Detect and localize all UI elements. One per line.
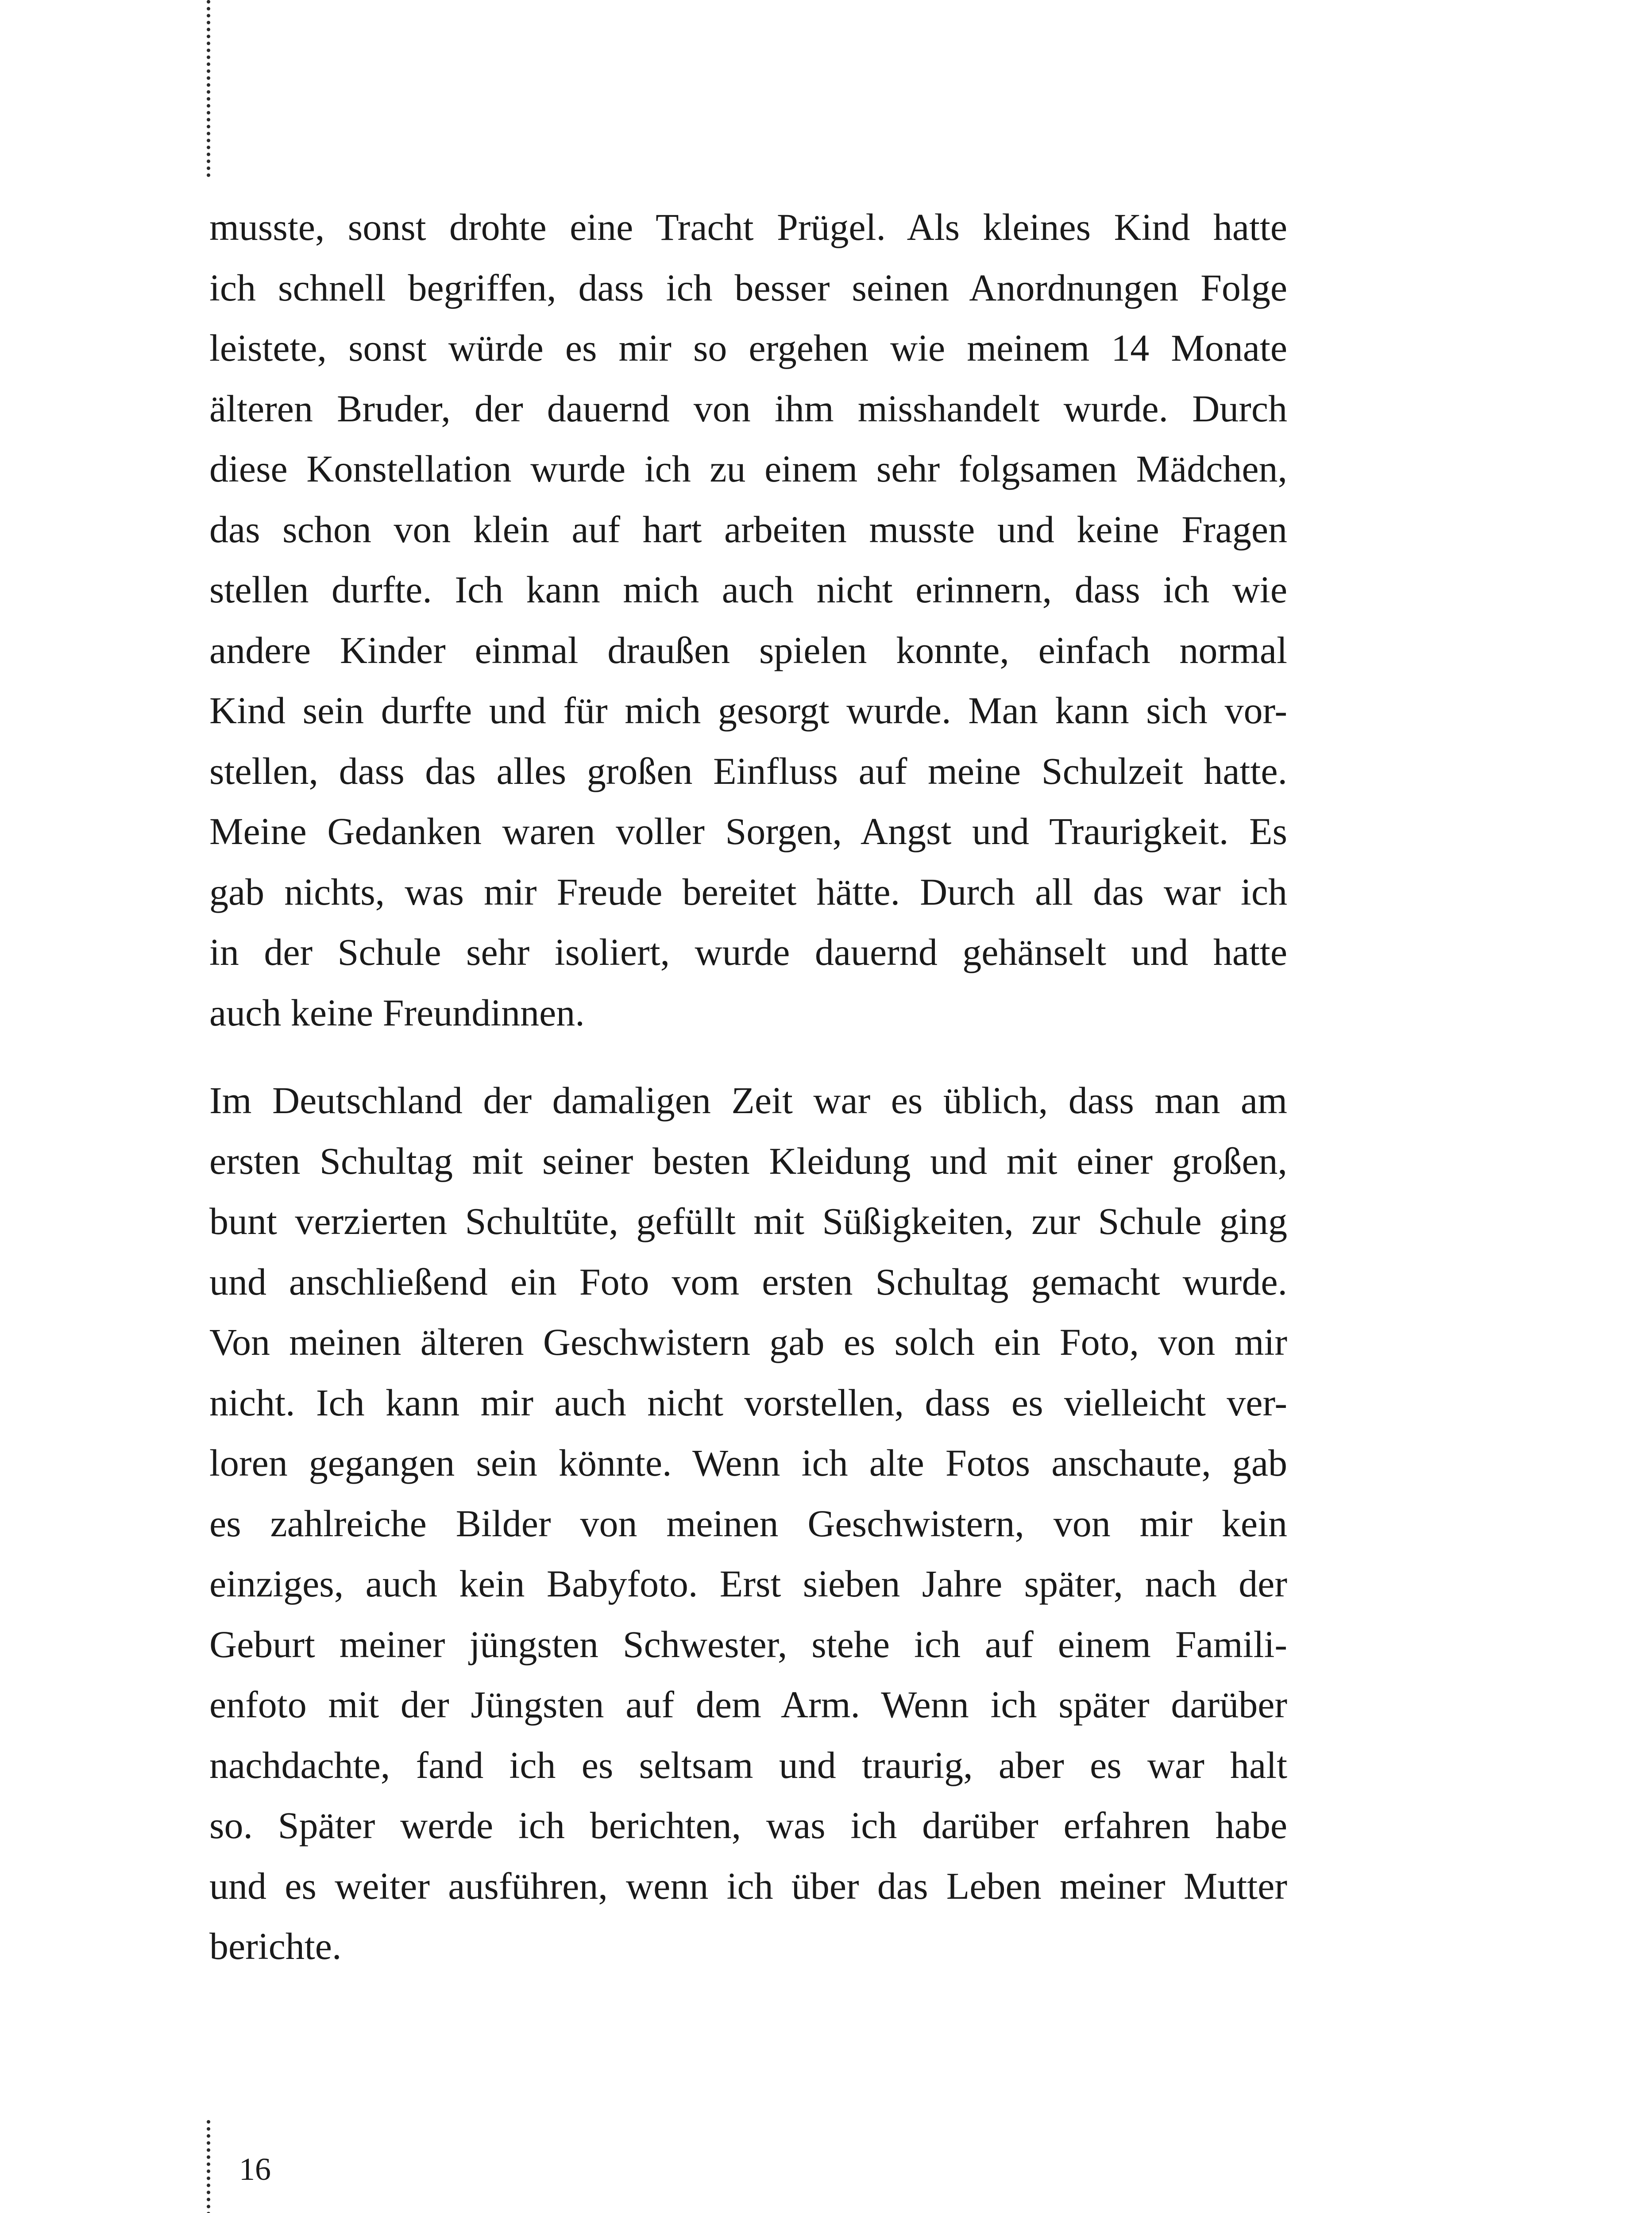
text-line: bunt verzierten Schultüte, gefüllt mit Süßigkeiten, zur Schule ging — [209, 1200, 1287, 1242]
text-line: Im Deutschland der damaligen Zeit war es üblich, dass man am — [209, 1079, 1287, 1122]
text-line: loren gegangen sein könnte. Wenn ich alte Fotos anschaute, gab — [209, 1442, 1287, 1484]
text-line: berichte. — [209, 1925, 342, 1967]
text-line: Meine Gedanken waren voller Sorgen, Angst und Traurigkeit. Es — [209, 810, 1287, 852]
text-line: in der Schule sehr isoliert, wurde dauernd gehänselt und hatte — [209, 931, 1287, 973]
paragraph-spacer — [209, 1043, 1287, 1070]
text-line: einziges, auch kein Babyfoto. Erst sieben Jahre später, nach der — [209, 1562, 1287, 1605]
text-line: so. Später werde ich berichten, was ich darüber erfahren habe — [209, 1804, 1287, 1847]
text-line: andere Kinder einmal draußen spielen konnte, einfach normal — [209, 628, 1287, 671]
text-line: Von meinen älteren Geschwistern gab es solch ein Foto, von mir — [209, 1321, 1287, 1363]
body-text — [209, 197, 1287, 1977]
text-line: auch keine Freundinnen. — [209, 991, 585, 1034]
text-line: musste, sonst drohte eine Tracht Prügel. Als kleines Kind hatte — [209, 206, 1287, 248]
paragraph-2 — [209, 1070, 1287, 1977]
top-dotted-margin-rule — [207, 0, 210, 177]
text-line: ersten Schultag mit seiner besten Kleidung und mit einer großen, — [209, 1139, 1287, 1182]
text-line: und anschließend ein Foto vom ersten Schultag gemacht wurde. — [209, 1260, 1287, 1303]
text-line: nicht. Ich kann mir auch nicht vorstellen, dass es vielleicht ver- — [209, 1381, 1287, 1424]
text-line: gab nichts, was mir Freude bereitet hätte. Durch all das war ich — [209, 870, 1287, 913]
text-line: diese Konstellation wurde ich zu einem sehr folgsamen Mädchen, — [209, 447, 1287, 490]
text-line: Kind sein durfte und für mich gesorgt wurde. Man kann sich vor- — [209, 689, 1287, 732]
paragraph-1 — [209, 197, 1287, 1043]
text-line: nachdachte, fand ich es seltsam und traurig, aber es war halt — [209, 1743, 1287, 1786]
text-line: leistete, sonst würde es mir so ergehen wie meinem 14 Monate — [209, 327, 1287, 369]
text-line: ich schnell begriffen, dass ich besser seinen Anordnungen Folge — [209, 266, 1287, 309]
text-line: und es weiter ausführen, wenn ich über das Leben meiner Mutter — [209, 1864, 1287, 1907]
text-line: Geburt meiner jüngsten Schwester, stehe ich auf einem Famili- — [209, 1623, 1287, 1666]
text-line: stellen durfte. Ich kann mich auch nicht erinnern, dass ich wie — [209, 568, 1287, 611]
text-line: es zahlreiche Bilder von meinen Geschwistern, von mir kein — [209, 1502, 1287, 1545]
text-line: älteren Bruder, der dauernd von ihm misshandelt wurde. Durch — [209, 387, 1287, 430]
text-line: stellen, dass das alles großen Einfluss auf meine Schulzeit hatte. — [209, 749, 1287, 792]
bottom-dotted-margin-rule — [207, 2120, 210, 2213]
text-line: enfoto mit der Jüngsten auf dem Arm. Wenn ich später darüber — [209, 1683, 1287, 1726]
page-number: 16 — [239, 2151, 271, 2187]
text-line: das schon von klein auf hart arbeiten musste und keine Fragen — [209, 508, 1287, 551]
